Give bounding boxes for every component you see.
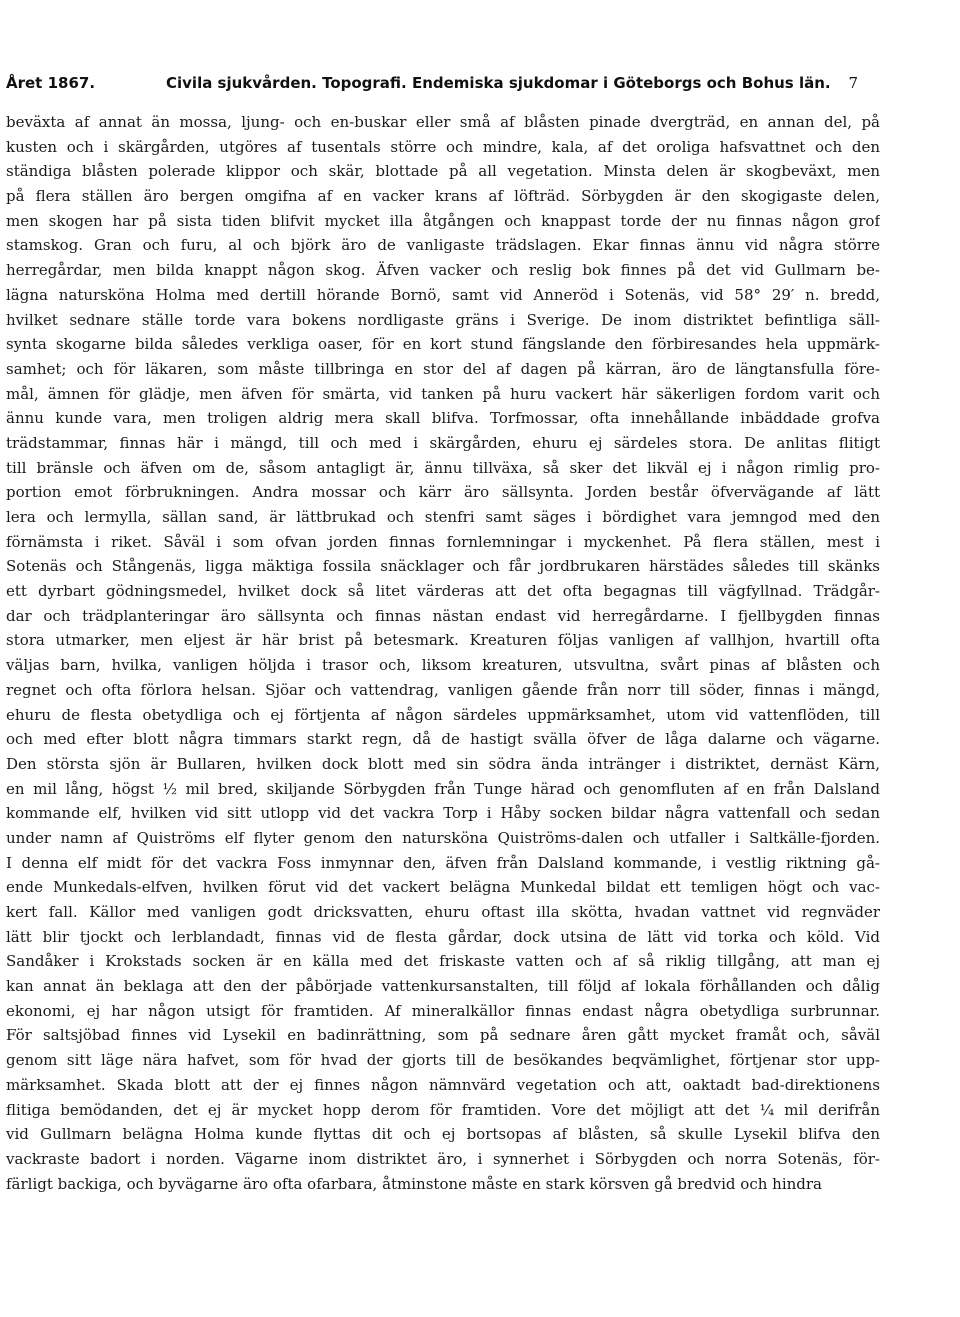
text-line: kert fall. Källor med vanligen godt dricksvatten, ehuru oftast illa skötta, hvadan vattnet vid regnväder	[6, 903, 880, 921]
body-text	[6, 110, 880, 1196]
page-header	[6, 74, 858, 96]
text-line: färligt backiga, och byvägarne äro ofta ofarbara, åtminstone måste en stark körsven gå bredvid och hindra	[6, 1174, 822, 1193]
text-line: på flera ställen äro bergen omgifna af en vacker krans af löfträd. Sörbygden är den skogigaste delen,	[6, 187, 880, 206]
text-line: Sandåker i Krokstads socken är en källa med det friskaste vatten och af så riklig tillgång, att man ej	[6, 952, 880, 971]
text-line: under namn af Quiströms elf flyter genom den natursköna Quiströms-dalen och utfaller i Saltkälle-fjorden.	[6, 828, 880, 847]
text-line: men skogen har på sista tiden blifvit mycket illa åtgången och knappast torde der nu finnas någon grof	[6, 211, 880, 230]
text-line: kommande elf, hvilken vid sitt utlopp vid det vackra Torp i Håby socken bildar några vattenfall och sedan	[6, 804, 880, 823]
text-line: I denna elf midt för det vackra Foss inmynnar den, äfven från Dalsland kommande, i vestlig riktning gå-	[6, 853, 880, 872]
text-line: märksamhet. Skada blott att der ej finnes någon nämnvärd vegetation och att, oaktadt bad-direktionens	[6, 1075, 880, 1094]
text-line: beväxta af annat än mossa, ljung- och en-buskar eller små af blåsten pinade dvergträd, en annan del, på	[6, 113, 880, 131]
text-line: kan annat än beklaga att den der påbörjade vattenkursanstalten, till följd af lokala förhållanden och dålig	[6, 977, 880, 996]
text-line: Sotenäs och Stångenäs, ligga mäktiga fossila snäcklager och får jordbrukaren härstädes således till skänks	[6, 557, 880, 576]
text-line: lätt blir tjockt och lerblandadt, finnas vid de flesta gårdar, dock utsina de lätt vid torka och köld. Vid	[6, 927, 880, 946]
text-line: ännu kunde vara, men troligen aldrig mera skall blifva. Torfmossar, ofta innehållande inbäddade grofva	[6, 409, 880, 428]
header-running-title: Civila sjukvården. Topografi. Endemiska sjukdomar i Göteborgs och Bohus län.	[166, 74, 831, 92]
text-line: För saltsjöbad finnes vid Lysekil en badinrättning, som på sednare åren gått mycket framåt och, såväl	[6, 1026, 880, 1045]
page-number: 7	[848, 74, 858, 92]
text-line: portion emot förbrukningen. Andra mossar och kärr äro sällsynta. Jorden består öfvervägande af lätt	[6, 483, 880, 502]
text-line: vackraste badort i norden. Vägarne inom distriktet äro, i synnerhet i Sörbygden och norra Sotenäs, för-	[6, 1149, 880, 1168]
text-line: väljas barn, hvilka, vanligen höljda i trasor och, liksom kreaturen, utsvultna, svårt pinas af blåsten och	[6, 656, 880, 675]
text-line: förnämsta i riket. Såväl i som ofvan jorden finnas fornlemningar i myckenhet. På flera ställen, mest i	[6, 532, 880, 551]
text-line: dar och trädplanteringar äro sällsynta och finnas nästan endast vid herregårdarne. I fjellbygden finnas	[6, 606, 880, 625]
text-line: ständiga blåsten polerade klippor och skär, blottade på all vegetation. Minsta delen är skogbeväxt, men	[6, 162, 880, 181]
text-line: trädstammar, finnas här i mängd, till och med i skärgården, ehuru ej särdeles stora. De anlitas flitigt	[6, 433, 880, 452]
text-line: stamskog. Gran och furu, al och björk äro de vanligaste trädslagen. Ekar finnas ännu vid några större	[6, 236, 880, 255]
text-line: synta skogarne bilda således verkliga oaser, för en kort stund fängslande den förbiresandes hela uppmärk-	[6, 335, 880, 354]
text-line: Den största sjön är Bullaren, hvilken dock blott med sin södra ända intränger i distriktet, dernäst Kärn,	[6, 754, 880, 773]
text-line: ekonomi, ej har någon utsigt för framtiden. Af mineralkällor finnas endast några obetydliga surbrunnar.	[6, 1001, 880, 1020]
header-year: Året 1867.	[6, 74, 96, 92]
text-line: kusten och i skärgården, utgöres af tusentals större och mindre, kala, af det oroliga hafsvattnet och den	[6, 137, 880, 156]
text-line: ehuru de flesta obetydliga och ej förtjenta af någon särdeles uppmärksamhet, utom vid vattenflöden, till	[6, 705, 880, 724]
text-line: och med efter blott några timmars starkt regn, då de hastigt svälla öfver de låga dalarne och vägarne.	[6, 730, 880, 749]
text-line: hvilket sednare ställe torde vara bokens nordligaste gräns i Sverige. De inom distriktet befintliga säll-	[6, 310, 880, 329]
text-line: herregårdar, men bilda knappt någon skog. Äfven vacker och reslig bok finnes på det vid Gullmarn be-	[6, 261, 880, 280]
text-line: till bränsle och äfven om de, såsom antagligt är, ännu tillväxa, så sker det likväl ej i någon rimlig pro-	[6, 458, 880, 477]
text-line: en mil lång, högst ½ mil bred, skiljande Sörbygden från Tunge härad och genomfluten af en från Dalsland	[6, 779, 880, 798]
text-line: ett dyrbart gödningsmedel, hvilket dock så litet värderas att det ofta begagnas till vägfyllnad. Trädgår-	[6, 582, 880, 601]
text-line: ende Munkedals-elfven, hvilken förut vid det vackert belägna Munkedal bildat ett temligen högt och vac-	[6, 878, 880, 897]
text-line: stora utmarker, men eljest är här brist på betesmark. Kreaturen följas vanligen af vallhjon, hvartill ofta	[6, 631, 880, 650]
text-line: samhet; och för läkaren, som måste tillbringa en stor del af dagen på kärran, äro de längtansfulla före-	[6, 359, 880, 378]
text-line: flitiga bemödanden, det ej är mycket hopp derom för framtiden. Vore det möjligt att det ¼ mil derifrån	[6, 1100, 880, 1119]
text-line: genom sitt läge nära hafvet, som för hvad der gjorts till de besökandes beqvämlighet, förtjenar stor upp-	[6, 1051, 880, 1070]
text-line: lägna natursköna Holma med dertill hörande Bornö, samt vid Anneröd i Sotenäs, vid 58° 29′ n. bredd,	[6, 285, 880, 304]
text-line: vid Gullmarn belägna Holma kunde flyttas dit och ej bortsopas af blåsten, så skulle Lysekil blifva den	[6, 1125, 880, 1144]
text-line: lera och lermylla, sällan sand, är lättbrukad och stenfri samt säges i bördighet vara jemngod med den	[6, 508, 880, 526]
text-line: mål, ämnen för glädje, men äfven för smärta, vid tanken på huru vackert här säkerligen fordom varit och	[6, 384, 880, 403]
text-line: regnet och ofta förlora helsan. Sjöar och vattendrag, vanligen gående från norr till söder, finnas i mängd,	[6, 680, 880, 699]
